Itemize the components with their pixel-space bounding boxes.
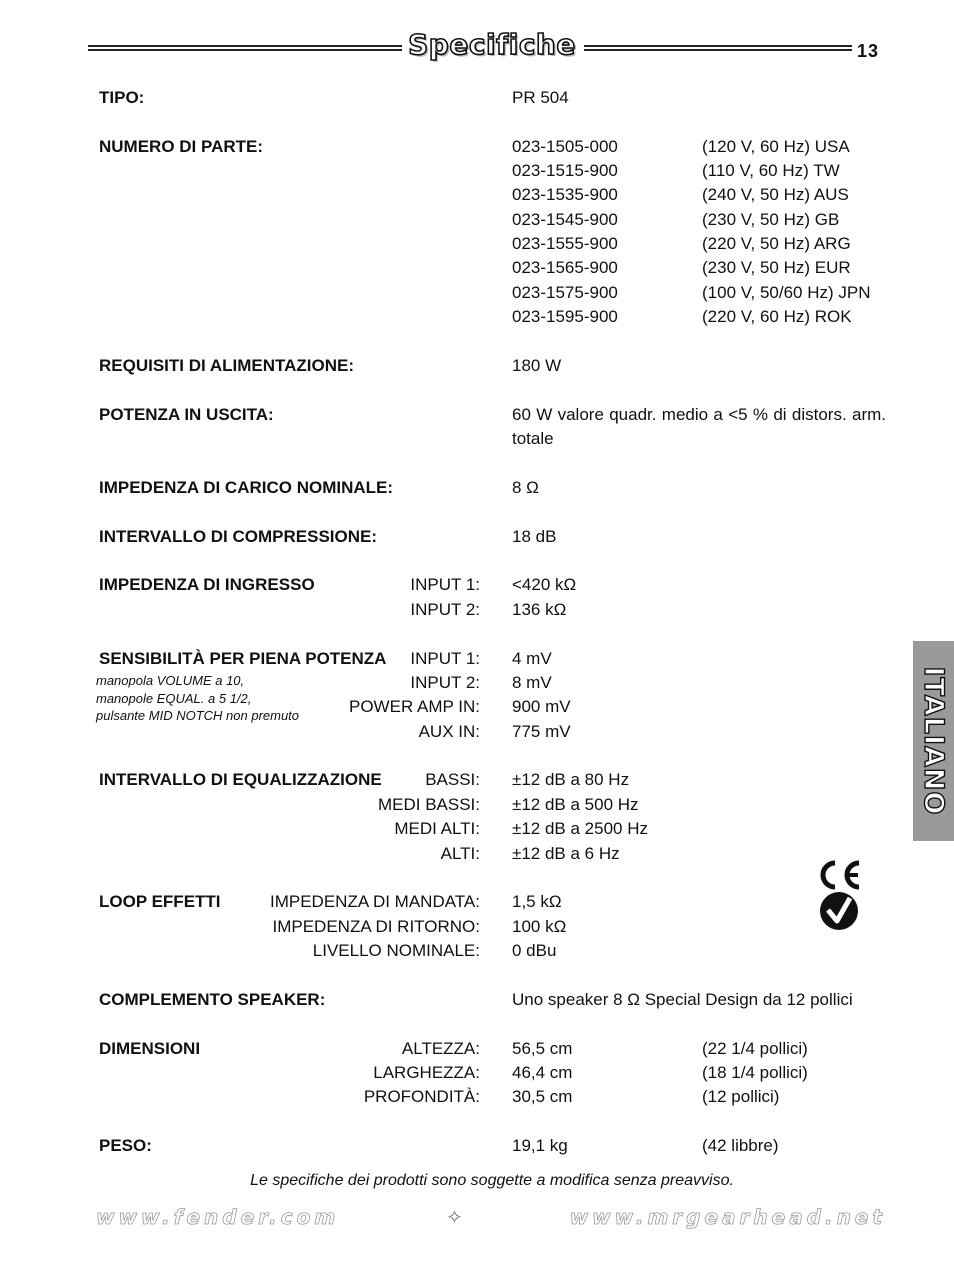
page-title: Specifiche <box>408 28 576 61</box>
spec-value: ±12 dB a 6 Hz <box>512 844 620 863</box>
spec-value: 30,5 cm <box>512 1087 573 1106</box>
spec-value: 4 mV <box>512 649 552 668</box>
language-tab-label: ITALIANO <box>918 666 949 816</box>
spec-row-alimentazione <box>0 354 954 378</box>
spec-row-compressione <box>0 525 954 549</box>
spec-label: TIPO: <box>99 88 145 107</box>
part-voltage: (100 V, 50/60 Hz) JPN <box>702 283 871 302</box>
spec-label: SENSIBILITÀ PER PIENA POTENZA <box>99 649 387 668</box>
spec-value-imperial: (18 1/4 pollici) <box>702 1063 808 1082</box>
spec-row-dimensioni <box>0 1037 954 1061</box>
spec-label: REQUISITI DI ALIMENTAZIONE: <box>99 356 354 375</box>
part-row <box>0 183 954 207</box>
spec-subrow <box>0 1061 954 1085</box>
spec-value: Uno speaker 8 Ω Special Design da 12 pollici <box>512 990 853 1009</box>
spec-label: LOOP EFFETTI <box>99 892 221 911</box>
spec-sublabel: PROFONDITÀ: <box>363 1087 480 1106</box>
spec-row-ingresso <box>0 573 954 597</box>
spec-value: 56,5 cm <box>512 1039 573 1058</box>
header-rule-right <box>584 45 852 51</box>
ce-mark-icon <box>823 863 859 887</box>
spec-row-speaker <box>0 988 954 1012</box>
spec-sublabel: IMPEDENZA DI RITORNO: <box>272 917 480 936</box>
part-number: 023-1535-900 <box>512 185 618 204</box>
spec-subrow <box>0 793 954 817</box>
spec-sublabel: INPUT 1: <box>410 649 480 668</box>
spec-sublabel: INPUT 2: <box>410 673 480 692</box>
spec-row-loop <box>0 890 954 914</box>
spec-sublabel: ALTI: <box>440 844 480 863</box>
spec-label: PESO: <box>99 1136 152 1155</box>
spec-row-equalizzazione <box>0 768 954 792</box>
spec-value: 900 mV <box>512 697 571 716</box>
note-line: pulsante MID NOTCH non premuto <box>96 708 300 723</box>
spec-subrow <box>0 842 954 866</box>
spec-sublabel: INPUT 2: <box>410 600 480 619</box>
footer-separator-icon: ✧ <box>446 1205 463 1229</box>
part-row <box>0 281 954 305</box>
spec-label: NUMERO DI PARTE: <box>99 137 264 156</box>
part-voltage: (110 V, 60 Hz) TW <box>702 161 840 180</box>
part-number: 023-1595-900 <box>512 307 618 326</box>
spec-subrow <box>0 695 954 719</box>
spec-row-carico <box>0 476 954 500</box>
part-number: 023-1505-000 <box>512 137 618 156</box>
c-tick-mark-icon <box>820 892 858 930</box>
spec-subrow <box>0 598 954 622</box>
part-row <box>0 305 954 329</box>
spec-value: 0 dBu <box>512 941 557 960</box>
spec-value: 1,5 kΩ <box>512 892 562 911</box>
part-voltage: (230 V, 50 Hz) EUR <box>702 258 851 277</box>
part-number: 023-1565-900 <box>512 258 618 277</box>
spec-sublabel: BASSI: <box>425 770 480 789</box>
spec-value: 100 kΩ <box>512 917 567 936</box>
spec-label: IMPEDENZA DI INGRESSO <box>99 575 315 594</box>
spec-value: <420 kΩ <box>512 575 577 594</box>
spec-label: INTERVALLO DI EQUALIZZAZIONE <box>99 770 382 789</box>
spec-row-tipo <box>0 86 954 110</box>
spec-sublabel: INPUT 1: <box>410 575 480 594</box>
spec-value: 8 mV <box>512 673 552 692</box>
spec-subrow <box>0 1085 954 1109</box>
spec-subrow <box>0 720 954 744</box>
footer-link-mrgearhead[interactable]: www.mrgearhead.net <box>569 1205 886 1229</box>
spec-sublabel: IMPEDENZA DI MANDATA: <box>269 892 480 911</box>
spec-sublabel: ALTEZZA: <box>401 1039 480 1058</box>
spec-label: DIMENSIONI <box>99 1039 201 1058</box>
footer <box>96 1205 886 1229</box>
spec-value: 136 kΩ <box>512 600 567 619</box>
spec-label: IMPEDENZA DI CARICO NOMINALE: <box>99 478 394 497</box>
spec-value: ±12 dB a 2500 Hz <box>512 819 648 838</box>
part-number: 023-1515-900 <box>512 161 618 180</box>
spec-subrow <box>0 939 954 963</box>
footnote: Le specifiche dei prodotti sono soggette a modifica senza preavviso. <box>250 1172 734 1189</box>
spec-subrow <box>0 915 954 939</box>
spec-label: INTERVALLO DI COMPRESSIONE: <box>99 527 378 546</box>
header-rule-left <box>88 45 402 51</box>
page-number: 13 <box>857 41 880 61</box>
spec-value: 18 dB <box>512 527 557 546</box>
spec-sublabel: LIVELLO NOMINALE: <box>312 941 480 960</box>
part-row <box>0 256 954 280</box>
part-number: 023-1555-900 <box>512 234 618 253</box>
spec-sublabel: MEDI ALTI: <box>394 819 480 838</box>
spec-value: 180 W <box>512 356 562 375</box>
part-number: 023-1575-900 <box>512 283 618 302</box>
note-line: manopola VOLUME a 10, <box>96 673 245 688</box>
spec-label: POTENZA IN USCITA: <box>99 405 274 424</box>
part-row <box>0 208 954 232</box>
part-row <box>0 159 954 183</box>
spec-subrow <box>0 817 954 841</box>
spec-value-imperial: (42 libbre) <box>702 1136 779 1155</box>
spec-value-imperial: (22 1/4 pollici) <box>702 1039 808 1058</box>
spec-value-imperial: (12 pollici) <box>702 1087 780 1106</box>
spec-value: 775 mV <box>512 722 571 741</box>
certification-marks <box>815 858 863 932</box>
spec-value: ±12 dB a 500 Hz <box>512 795 639 814</box>
part-voltage: (220 V, 60 Hz) ROK <box>702 307 852 326</box>
spec-label: COMPLEMENTO SPEAKER: <box>99 990 326 1009</box>
spec-subrow <box>0 671 954 695</box>
note-line: manopole EQUAL. a 5 1/2, <box>96 690 252 706</box>
spec-row-sensibilita <box>0 647 954 671</box>
spec-value: PR 504 <box>512 88 569 107</box>
spec-row-peso <box>0 1134 954 1158</box>
spec-value: 19,1 kg <box>512 1136 568 1155</box>
part-voltage: (120 V, 60 Hz) USA <box>702 137 850 156</box>
spec-value: 46,4 cm <box>512 1063 573 1082</box>
spec-row-numero <box>0 135 954 159</box>
spec-sublabel: LARGHEZZA: <box>373 1063 480 1082</box>
spec-value: ±12 dB a 80 Hz <box>512 770 630 789</box>
part-number: 023-1545-900 <box>512 210 618 229</box>
footer-link-fender[interactable]: www.fender.com <box>96 1205 340 1229</box>
part-voltage: (240 V, 50 Hz) AUS <box>702 185 849 204</box>
part-voltage: (230 V, 50 Hz) GB <box>702 210 840 229</box>
spec-sublabel: AUX IN: <box>418 722 480 741</box>
spec-sublabel: MEDI BASSI: <box>377 795 480 814</box>
part-voltage: (220 V, 50 Hz) ARG <box>702 234 851 253</box>
spec-value-potenza: 60 W valore quadr. medio a <5 % di distors. arm. totale <box>512 405 886 448</box>
spec-value: 8 Ω <box>512 478 539 497</box>
spec-sublabel: POWER AMP IN: <box>349 697 480 716</box>
part-row <box>0 232 954 256</box>
